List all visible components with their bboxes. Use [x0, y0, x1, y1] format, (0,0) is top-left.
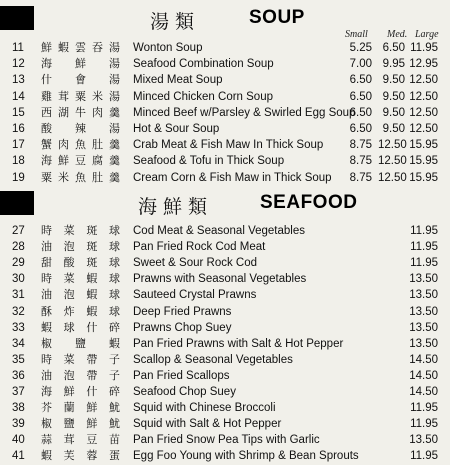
- item-price: 13.50: [409, 305, 438, 318]
- item-english-name: Squid with Chinese Broccoli: [133, 402, 276, 415]
- item-number: 33: [12, 321, 25, 334]
- price-medium: 9.50: [382, 90, 405, 103]
- price-small: 6.50: [349, 74, 372, 87]
- item-english-name: Deep Fried Prawns: [133, 305, 232, 318]
- item-chinese-name: 海 鮮 豆 腐 羹: [41, 154, 121, 168]
- menu-item-row: [0, 239, 450, 255]
- item-english-name: Seafood Combination Soup: [133, 58, 274, 71]
- menu-item-row: [0, 137, 450, 153]
- menu-item-row: [0, 72, 450, 88]
- price-small: 8.75: [349, 171, 372, 184]
- item-english-name: Mixed Meat Soup: [133, 74, 223, 87]
- item-number: 17: [12, 139, 25, 152]
- item-number: 32: [12, 305, 25, 318]
- item-chinese-name: 雞 茸 粟 米 湯: [41, 89, 121, 103]
- item-english-name: Cod Meat & Seasonal Vegetables: [133, 225, 305, 237]
- item-english-name: Wonton Soup: [133, 42, 203, 54]
- item-price: 13.50: [409, 337, 438, 350]
- item-number: 15: [12, 106, 25, 119]
- item-english-name: Seafood Chop Suey: [133, 386, 236, 398]
- menu-item-row: [0, 170, 450, 186]
- item-number: 34: [12, 337, 25, 350]
- price-small: 6.50: [349, 90, 372, 103]
- item-number: 29: [12, 257, 25, 270]
- price-large: 12.50: [409, 123, 438, 135]
- menu-item-row: [0, 287, 450, 303]
- item-chinese-name: 酸 辣 湯: [41, 122, 121, 135]
- item-price: 13.50: [409, 289, 438, 302]
- item-chinese-name: 時 菜 蝦 球: [41, 272, 121, 286]
- soup-title-zh: 湯類: [150, 11, 201, 33]
- item-price: 11.95: [410, 402, 438, 415]
- price-medium: 9.50: [382, 106, 405, 119]
- item-number: 39: [12, 418, 25, 431]
- price-medium: 6.50: [382, 42, 405, 54]
- item-number: 18: [12, 155, 25, 168]
- item-number: 38: [12, 402, 25, 415]
- item-price: 11.95: [410, 418, 438, 431]
- item-chinese-name: 油 泡 斑 球: [41, 240, 121, 254]
- menu-item-row: [0, 255, 450, 271]
- item-number: 36: [12, 369, 25, 382]
- item-number: 16: [12, 123, 25, 135]
- item-number: 37: [12, 386, 25, 398]
- seafood-title-zh: 海鮮類: [138, 196, 214, 218]
- item-price: 13.50: [409, 321, 438, 334]
- item-english-name: Hot & Sour Soup: [133, 123, 220, 135]
- menu-item-row: [0, 384, 450, 400]
- seafood-header: [0, 190, 450, 216]
- item-number: 30: [12, 273, 25, 286]
- item-english-name: Sauteed Crystal Prawns: [133, 289, 257, 302]
- item-english-name: Cream Corn & Fish Maw in Thick Soup: [133, 171, 332, 184]
- item-english-name: Seafood & Tofu in Thick Soup: [133, 155, 285, 168]
- soup-header-marker: [0, 6, 34, 30]
- menu-item-row: [0, 223, 450, 239]
- price-large: 15.95: [409, 155, 438, 168]
- price-large: 12.50: [409, 106, 438, 119]
- item-price: 13.50: [409, 434, 438, 447]
- price-large: 12.50: [409, 90, 438, 103]
- item-english-name: Prawns with Seasonal Vegetables: [133, 273, 307, 286]
- price-medium: 9.50: [382, 123, 405, 135]
- price-large: 12.50: [409, 74, 438, 87]
- item-price: 14.50: [409, 353, 438, 366]
- item-english-name: Pan Fried Rock Cod Meat: [133, 241, 266, 254]
- item-chinese-name: 粟 米 魚 肚 羹: [41, 170, 121, 184]
- item-number: 14: [12, 90, 25, 103]
- item-english-name: Minced Beef w/Parsley & Swirled Egg Soup: [133, 106, 356, 119]
- item-price: 11.95: [410, 450, 438, 463]
- item-english-name: Crab Meat & Fish Maw In Thick Soup: [133, 139, 324, 152]
- price-medium: 12.50: [378, 155, 407, 168]
- menu-item-row: [0, 271, 450, 287]
- menu-item-row: [0, 352, 450, 368]
- soup-header: [0, 5, 450, 31]
- col-small-label: Small: [345, 29, 368, 40]
- item-chinese-name: 海 鮮 湯: [41, 57, 121, 71]
- seafood-header-marker: [0, 191, 34, 215]
- item-price: 11.95: [410, 241, 438, 254]
- price-medium: 9.95: [382, 58, 405, 71]
- price-large: 15.95: [409, 171, 438, 184]
- price-medium: 9.50: [382, 74, 405, 87]
- col-large-label: Large: [415, 29, 439, 40]
- item-english-name: Prawns Chop Suey: [133, 321, 232, 334]
- price-small: 6.50: [349, 123, 372, 135]
- menu-item-row: [0, 89, 450, 105]
- item-english-name: Egg Foo Young with Shrimp & Bean Sprouts: [133, 450, 359, 463]
- item-chinese-name: 椒 鹽 鮮 魷: [41, 417, 121, 431]
- price-small: 6.50: [349, 106, 372, 119]
- price-medium: 12.50: [378, 139, 407, 152]
- item-chinese-name: 海 鮮 什 碎: [41, 385, 121, 398]
- item-price: 13.50: [409, 273, 438, 286]
- menu-item-row: [0, 320, 450, 336]
- item-chinese-name: 時 菜 斑 球: [41, 224, 121, 237]
- item-english-name: Scallop & Seasonal Vegetables: [133, 353, 293, 366]
- item-number: 31: [12, 289, 25, 302]
- price-large: 15.95: [409, 139, 438, 152]
- soup-title-en: SOUP: [249, 7, 305, 28]
- item-english-name: Squid with Salt & Hot Pepper: [133, 418, 282, 431]
- item-chinese-name: 什 會 湯: [41, 73, 121, 87]
- menu-item-row: [0, 336, 450, 352]
- item-english-name: Pan Fried Scallops: [133, 369, 230, 382]
- item-chinese-name: 蒜 茸 豆 苗: [41, 433, 121, 447]
- item-number: 13: [12, 74, 25, 87]
- price-medium: 12.50: [378, 171, 407, 184]
- item-number: 41: [12, 450, 25, 463]
- item-chinese-name: 酥 炸 蝦 球: [41, 304, 121, 318]
- menu-item-row: [0, 153, 450, 169]
- menu-item-row: [0, 40, 450, 56]
- menu-item-row: [0, 448, 450, 464]
- item-chinese-name: 油 泡 蝦 球: [41, 288, 121, 302]
- item-chinese-name: 蝦 芙 蓉 蛋: [41, 449, 121, 463]
- item-chinese-name: 蟹 肉 魚 肚 羹: [41, 138, 121, 152]
- item-english-name: Pan Fried Prawns with Salt & Hot Pepper: [133, 337, 344, 350]
- price-small: 8.75: [349, 155, 372, 168]
- col-med-label: Med.: [387, 29, 408, 40]
- item-english-name: Minced Chicken Corn Soup: [133, 90, 273, 103]
- item-chinese-name: 鮮 蝦 雲 吞 湯: [41, 41, 121, 54]
- item-chinese-name: 時 菜 帶 子: [41, 352, 121, 366]
- item-chinese-name: 椒 鹽 蝦: [41, 336, 121, 350]
- price-small: 7.00: [349, 58, 372, 71]
- menu-item-row: [0, 105, 450, 121]
- item-chinese-name: 油 泡 帶 子: [41, 368, 121, 382]
- item-number: 11: [12, 42, 24, 54]
- menu-item-row: [0, 400, 450, 416]
- item-english-name: Sweet & Sour Rock Cod: [133, 257, 258, 270]
- item-price: 11.95: [410, 257, 438, 270]
- item-english-name: Pan Fried Snow Pea Tips with Garlic: [133, 434, 320, 447]
- menu-item-row: [0, 121, 450, 137]
- menu-item-row: [0, 56, 450, 72]
- item-chinese-name: 甜 酸 斑 球: [41, 256, 121, 270]
- item-number: 27: [12, 225, 25, 237]
- price-large: 12.95: [409, 58, 438, 71]
- item-price: 14.50: [409, 386, 438, 398]
- price-small: 5.25: [349, 42, 372, 54]
- menu-item-row: [0, 304, 450, 320]
- item-price: 11.95: [410, 225, 438, 237]
- item-price: 14.50: [409, 369, 438, 382]
- item-number: 40: [12, 434, 25, 447]
- menu-item-row: [0, 416, 450, 432]
- item-chinese-name: 蝦 球 什 碎: [41, 320, 121, 334]
- item-number: 19: [12, 171, 25, 184]
- menu-item-row: [0, 368, 450, 384]
- menu-item-row: [0, 432, 450, 448]
- item-chinese-name: 芥 蘭 鮮 魷: [41, 401, 121, 415]
- item-chinese-name: 西 湖 牛 肉 羹: [41, 105, 121, 119]
- seafood-title-en: SEAFOOD: [260, 192, 358, 213]
- item-number: 35: [12, 353, 25, 366]
- item-number: 28: [12, 241, 25, 254]
- item-number: 12: [12, 58, 25, 71]
- price-small: 8.75: [349, 139, 372, 152]
- price-large: 11.95: [410, 42, 438, 54]
